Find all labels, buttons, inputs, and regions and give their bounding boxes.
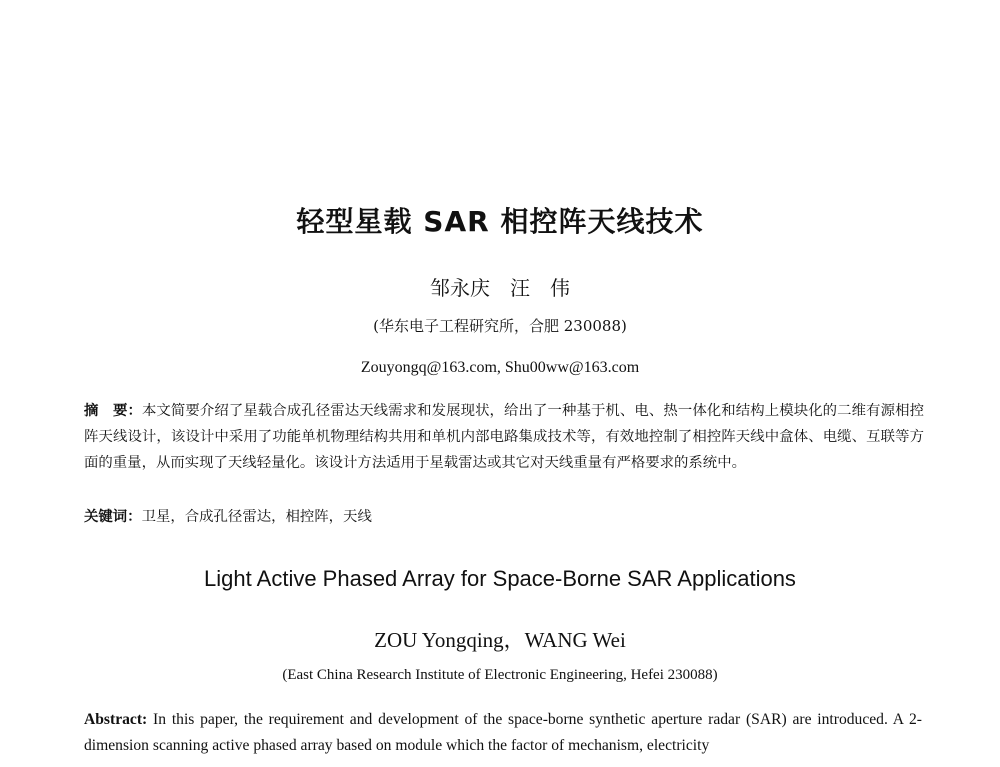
english-authors: ZOU Yongqing，WANG Wei — [374, 628, 626, 652]
english-title: Light Active Phased Array for Space-Borne SAR Applications — [204, 566, 796, 591]
english-abstract-text: In this paper, the requirement and development of the space-borne synthetic aperture radar (SAR) are introduced. A 2-dimension scanning active phased array based on module which the factor of mechanism, electricity — [84, 711, 922, 754]
chinese-abstract — [84, 398, 924, 476]
chinese-authors: 邹永庆 汪 伟 — [430, 276, 570, 300]
english-abstract-label: Abstract: — [84, 711, 148, 728]
chinese-abstract-label: 摘 要： — [84, 403, 142, 419]
chinese-title: 轻型星载 SAR 相控阵天线技术 — [296, 205, 704, 238]
chinese-abstract-text: 本文简要介绍了星载合成孔径雷达天线需求和发展现状，给出了一种基于机、电、热一体化和结构上模块化的二维有源相控阵天线设计，该设计中采用了功能单机物理结构共用和单机内部电路集成技术等，有效地控制了相控阵天线中盒体、电缆、互联等方面的重量，从而实现了天线轻量化。该设计方法适用于星载雷达或其它对天线重量有严格要求的系统中。 — [84, 403, 924, 471]
chinese-keywords-text: 卫星，合成孔径雷达，相控阵，天线 — [141, 509, 372, 525]
author-emails: Zouyongq@163.com, Shu00ww@163.com — [360, 359, 640, 376]
chinese-keywords — [84, 506, 924, 528]
english-abstract — [84, 707, 922, 759]
english-affiliation: (East China Research Institute of Electronic Engineering, Hefei 230088) — [282, 667, 718, 683]
chinese-affiliation: (华东电子工程研究所，合肥 230088) — [373, 317, 627, 335]
chinese-keywords-label: 关键词： — [84, 509, 142, 525]
